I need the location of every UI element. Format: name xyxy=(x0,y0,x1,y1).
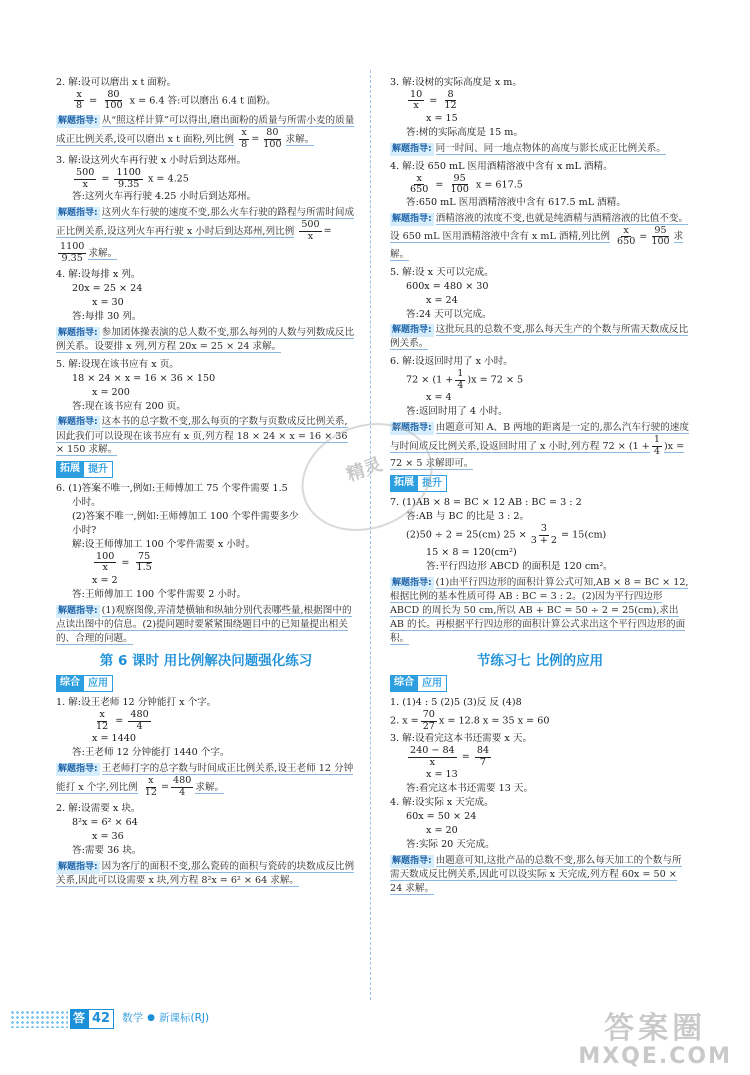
solution-tip: 解题指导: 因为客厅的面积不变,那么瓷砖的面积与瓷砖的块数成反比例关系,因此可以设需要 x 块,列方程 8²x = 6² × 64 求解。 xyxy=(56,860,355,886)
page-footer xyxy=(10,1007,209,1031)
problem-3-answer: 答:树的实际高度是 15 m。 xyxy=(406,126,523,138)
question-1-setup: 1. 解:设王老师 12 分钟能打 x 个字。 xyxy=(56,697,217,709)
column-divider xyxy=(370,70,371,1000)
problem-2-equation: $\frac{x}{8}$ = $\frac{80}{100}$ x = 6.4 答:可以磨出 6.4 t 面粉。 xyxy=(76,88,276,112)
problem-7-part1-answer: 答:AB 与 BC 的比是 3 : 2。 xyxy=(406,511,530,523)
problem-3-result: x = 15 xyxy=(426,113,458,124)
solution-tip: 解题指导: 这列火车行驶的速度不变,那么火车行驶的路程与所需时间成正比例关系,设这列火车再行驶 x 小时后到达郑州,列比例 $\frac{500}{x}$ = $\frac{1100}{9.35}$ 求解。 xyxy=(56,207,355,264)
section-tag-application: 综合 应用 xyxy=(56,675,356,692)
section-title: 节练习七 比例的应用 xyxy=(476,652,604,669)
question-4-setup: 4. 解:设实际 x 天完成。 xyxy=(390,797,494,809)
problem-4-answer: 答:每排 30 列。 xyxy=(72,311,142,322)
solution-tip: 解题指导: 王老师打字的总字数与时间成正比例关系,设王老师 12 分钟能打 x 个字,列比例 $\frac{x}{12}$ = $\frac{480}{4}$ 求解。 xyxy=(56,763,354,798)
question-2-answer: 答:需要 36 块。 xyxy=(72,844,142,856)
solution-tip: 解题指导: (1)观察图像,弄清楚横轴和纵轴分别代表哪些量,根据图中的点读出图中的信息。(2)提问题时要紧紧围绕题目中的已知量提出相关的、合理的问题。 xyxy=(56,604,352,644)
solution-tip: 解题指导: 参加团体操表演的总人数不变,那么每列的人数与列数成反比例关系。设要排 x 列,列方程 20x = 25 × 24 求解。 xyxy=(56,326,355,352)
question-4-result: x = 20 xyxy=(426,824,458,836)
problem-4-setup: 4. 解:设每排 x 列。 xyxy=(56,269,141,281)
solution-tip: 解题指导: 从“照这样计算”可以得出,磨出面粉的质量与所需小麦的质量成正比例关系,设可以磨出 x t 面粉,列比例 $\frac{x}{8}$ = $\frac{80}{100}$ 求解。 xyxy=(56,115,355,150)
problem-4-result: x = 30 xyxy=(92,297,124,309)
question-3-result: x = 13 xyxy=(426,769,458,781)
problem-7-part2: (2)50 ÷ 2 = 25(cm) 25 × $\frac{3}{3 + 2}$ = 15(cm) xyxy=(406,523,607,546)
edition-label: 新课标(RJ) xyxy=(158,1012,210,1025)
stamp-text: 精灵 xyxy=(343,453,385,486)
question-2-answers: 2. x = $\frac{70}{27}$ x = 12.8 x = 35 x = 60 xyxy=(390,709,550,732)
problem-6-result: x = 4 xyxy=(426,392,452,404)
question-2-setup: 2. 解:设需要 x 块。 xyxy=(56,803,141,815)
question-1-answers: 1. (1)4 : 5 (2)5 (3)反 反 (4)8 xyxy=(390,697,522,709)
question-4-equation: 60x = 50 × 24 xyxy=(406,810,477,822)
dot-pattern-decoration xyxy=(10,1010,68,1028)
problem-5-result: x = 24 xyxy=(426,294,458,306)
subject-label: 数学 xyxy=(122,1012,144,1025)
section-tag-extension: 拓展 提升 xyxy=(390,475,690,492)
problem-5-setup: 5. 解:设现在该书应有 x 页。 xyxy=(56,358,179,370)
problem-5-equation: 600x = 480 × 30 xyxy=(406,280,489,292)
problem-6-setup: 6. 解:设返回时用了 x 小时。 xyxy=(390,356,513,368)
problem-3-equation: $\frac{500}{x}$ = $\frac{1100}{9.35}$ x = 4.25 xyxy=(76,167,189,190)
problem-3-setup: 3. 解:设树的实际高度是 x m。 xyxy=(390,77,522,88)
problem-4-answer: 答:650 mL 医用酒精溶液中含有 617.5 mL 酒精。 xyxy=(406,196,626,208)
section-tag-application: 综合 应用 xyxy=(390,675,690,692)
problem-6-part1-cont: 小时。 xyxy=(72,497,101,509)
lesson-title: 第 6 课时 用比例解决问题强化练习 xyxy=(99,652,313,669)
solution-tip: 解题指导: 同一时间、同一地点物体的高度与影长成正比例关系。 xyxy=(390,142,690,156)
section-tag-extension: 拓展 提升 xyxy=(56,461,356,478)
solution-tip: 解题指导: 由题意可知 A、B 两地的距离是一定的,那么汽车行驶的速度与时间成反比例关系,设返回时用了 x 小时,列方程 72 × (1 + $\frac{1}{4}$ )x = 72 × 5 求解即可。 xyxy=(390,422,689,470)
problem-6-result: x = 2 xyxy=(92,574,118,586)
fraction: $\frac{x}{8}$ xyxy=(76,88,83,112)
problem-3-setup: 3. 解:设这列火车再行驶 x 小时后到达郑州。 xyxy=(56,155,247,167)
fraction: $\frac{80}{100}$ xyxy=(104,88,123,112)
problem-6-part2-cont: 小时? xyxy=(72,525,97,537)
problem-5-result: x = 200 xyxy=(92,386,130,398)
problem-6-answer: 答:返回时用了 4 小时。 xyxy=(406,406,508,418)
problem-3-equation: $\frac{10}{x}$ = $\frac{8}{12}$ xyxy=(410,88,457,112)
solution-tip: 解题指导: 由题意可知,这批产品的总数不变,那么每天加工的个数与所需天数成反比例关系,因此可以设实际 x 天完成,列方程 60x = 50 × 24 求解。 xyxy=(390,854,682,894)
problem-5-setup: 5. 解:设 x 天可以完成。 xyxy=(390,266,494,278)
site-watermark xyxy=(578,1012,732,1069)
question-4-answer: 答:实际 20 天完成。 xyxy=(406,838,495,850)
question-1-answer: 答:王老师 12 分钟能打 1440 个字。 xyxy=(72,747,230,759)
problem-2-setup: 2. 解:设可以磨出 x t 面粉。 xyxy=(56,77,177,88)
solution-tip: 解题指导: 这批玩具的总数不变,那么每天生产的个数与所需天数成反比例关系。 xyxy=(390,324,689,350)
question-2-equation: 8²x = 6² × 64 xyxy=(72,817,138,829)
bullet-icon: ● xyxy=(147,1013,155,1024)
solution-tip: 解题指导: (1)由平行四边形的面积计算公式可知,AB × 8 = BC × 12,根据比例的基本性质可得 AB : BC = 3 : 2。(2)因为平行四边形 ABCD 的周长为 50 cm,所以 AB + BC = 50 ÷ 2 = 25(cm),求出 AB 的长。再根据平行四边形的面积计算公式求出这个平行四边形的面积。 xyxy=(390,576,689,644)
problem-5-answer: 答:24 天可以完成。 xyxy=(406,308,492,320)
problem-6-part1: 6. (1)答案不唯一,例如:王师傅加工 75 个零件需要 1.5 xyxy=(56,483,288,495)
watermark-line1: 答案圈 xyxy=(604,1010,707,1046)
problem-7-part1: 7. (1)AB × 8 = BC × 12 AB : BC = 3 : 2 xyxy=(390,497,582,509)
problem-7-answer: 答:平行四边形 ABCD 的面积是 120 cm²。 xyxy=(426,561,613,573)
problem-4-equation: 20x = 25 × 24 xyxy=(72,283,143,295)
problem-5-answer: 答:现在该书应有 200 页。 xyxy=(72,400,186,412)
problem-5-equation: 18 × 24 × x = 16 × 36 × 150 xyxy=(72,372,216,384)
question-3-setup: 3. 解:设看完这本书还需要 x 天。 xyxy=(390,733,533,745)
problem-4-equation: $\frac{x}{650}$ = $\frac{95}{100}$ x = 617.5 xyxy=(410,172,523,196)
question-3-answer: 答:看完这本书还需要 13 天。 xyxy=(406,783,534,795)
question-3-equation: $\frac{240 - 84}{x}$ = $\frac{84}{7}$ xyxy=(410,745,490,768)
solution-tip: 解题指导: 酒精溶液的浓度不变,也就是纯酒精与酒精溶液的比值不变。设 650 mL 医用酒精溶液中含有 x mL 酒精,列比例 $\frac{x}{650}$ = $\frac{95}{100}$ 求解。 xyxy=(390,212,689,260)
problem-6-equation: $\frac{100}{x}$ = $\frac{75}{1.5}$ xyxy=(96,550,152,574)
question-2-result: x = 36 xyxy=(92,830,124,842)
solution-tip: 解题指导: 这本书的总字数不变,那么每页的字数与页数成反比例关系,因此我们可以设现在该书应有 x 页,列方程 18 × 24 × x = 16 × 36 × 150 求解。 xyxy=(56,416,348,456)
problem-6-answer: 答:王师傅加工 100 个零件需要 2 小时。 xyxy=(72,588,247,600)
problem-7-area: 15 × 8 = 120(cm²) xyxy=(426,547,517,559)
watermark-line2: MXQE.COM xyxy=(578,1043,732,1069)
page-number-box xyxy=(70,1009,114,1030)
problem-6-setup: 解:设王师傅加工 100 个零件需要 x 小时。 xyxy=(72,538,256,550)
question-1-result: x = 1440 xyxy=(92,733,136,745)
right-column xyxy=(390,76,690,900)
problem-6-equation: 72 × (1 + $\frac{1}{4}$ )x = 72 × 5 xyxy=(406,368,524,391)
problem-3-answer: 答:这列火车再行驶 4.25 小时后到达郑州。 xyxy=(72,191,257,203)
question-1-equation: $\frac{x}{12}$ = $\frac{480}{4}$ xyxy=(96,709,149,732)
problem-4-setup: 4. 解:设 650 mL 医用酒精溶液中含有 x mL 酒精。 xyxy=(390,160,613,172)
page-number: 42 xyxy=(88,1009,114,1030)
problem-6-part2: (2)答案不唯一,例如:王师傅加工 100 个零件需要多少 xyxy=(72,511,299,523)
answer-label: 答 xyxy=(70,1009,88,1028)
